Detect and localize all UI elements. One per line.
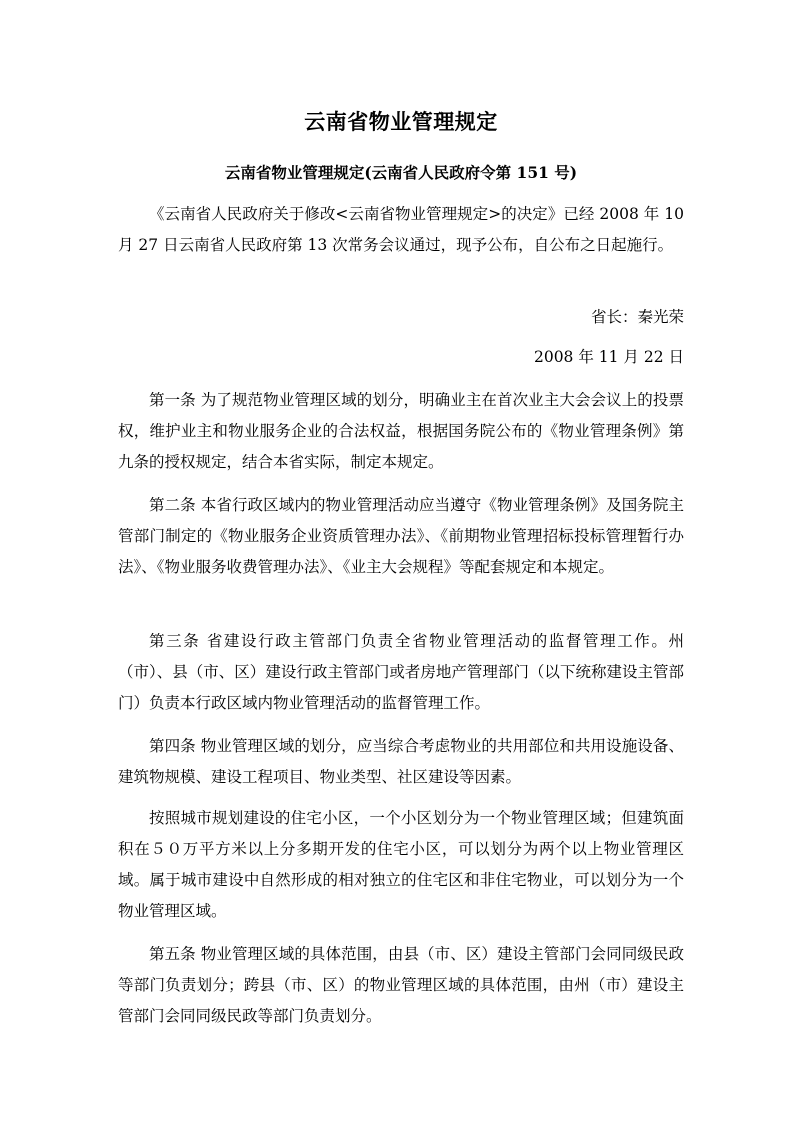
preamble-paragraph: 《云南省人民政府关于修改<云南省物业管理规定>的决定》已经 2008 年 10 月 27 日云南省人民政府第 13 次常务会议通过，现予公布，自公布之日起施行。 xyxy=(118,205,684,254)
article-2: 第二条 本省行政区域内的物业管理活动应当遵守《物业管理条例》及国务院主管部门制定的《物业服务企业资质管理办法》、《前期物业管理招标投标管理暂行办法》、《物业服务收费管理办法》、《业主大会规程》等配套规定和本规定。 xyxy=(118,496,684,576)
date-line: 2008 年 11 月 22 日 xyxy=(533,348,684,366)
document-subtitle: 云南省物业管理规定(云南省人民政府令第 151 号) xyxy=(224,163,578,182)
article-3: 第三条 省建设行政主管部门负责全省物业管理活动的监督管理工作。州（市）、县（市、区）建设行政主管部门或者房地产管理部门（以下统称建设主管部门）负责本行政区域内物业管理活动的监督管理工作。 xyxy=(118,632,684,712)
signature-line: 省长：秦光荣 xyxy=(590,308,684,326)
article-4: 第四条 物业管理区域的划分，应当综合考虑物业的共用部位和共用设施设备、建筑物规模、建设工程项目、物业类型、社区建设等因素。 xyxy=(118,737,684,786)
document-title: 云南省物业管理规定 xyxy=(304,109,498,134)
article-5: 第五条 物业管理区域的具体范围，由县（市、区）建设主管部门会同同级民政等部门负责划分；跨县（市、区）的物业管理区域的具体范围，由州（市）建设主管部门会同同级民政等部门负责划分。 xyxy=(118,945,684,1025)
article-4-paragraph-2: 按照城市规划建设的住宅小区，一个小区划分为一个物业管理区域；但建筑面积在５０万平方米以上分多期开发的住宅小区，可以划分为两个以上物业管理区域。属于城市建设中自然形成的相对独立的住宅区和非住宅物业，可以划分为一个物业管理区域。 xyxy=(118,809,684,920)
article-1: 第一条 为了规范物业管理区域的划分，明确业主在首次业主大会会议上的投票权，维护业主和物业服务企业的合法权益，根据国务院公布的《物业管理条例》第九条的授权规定，结合本省实际，制定本规定。 xyxy=(118,391,684,471)
